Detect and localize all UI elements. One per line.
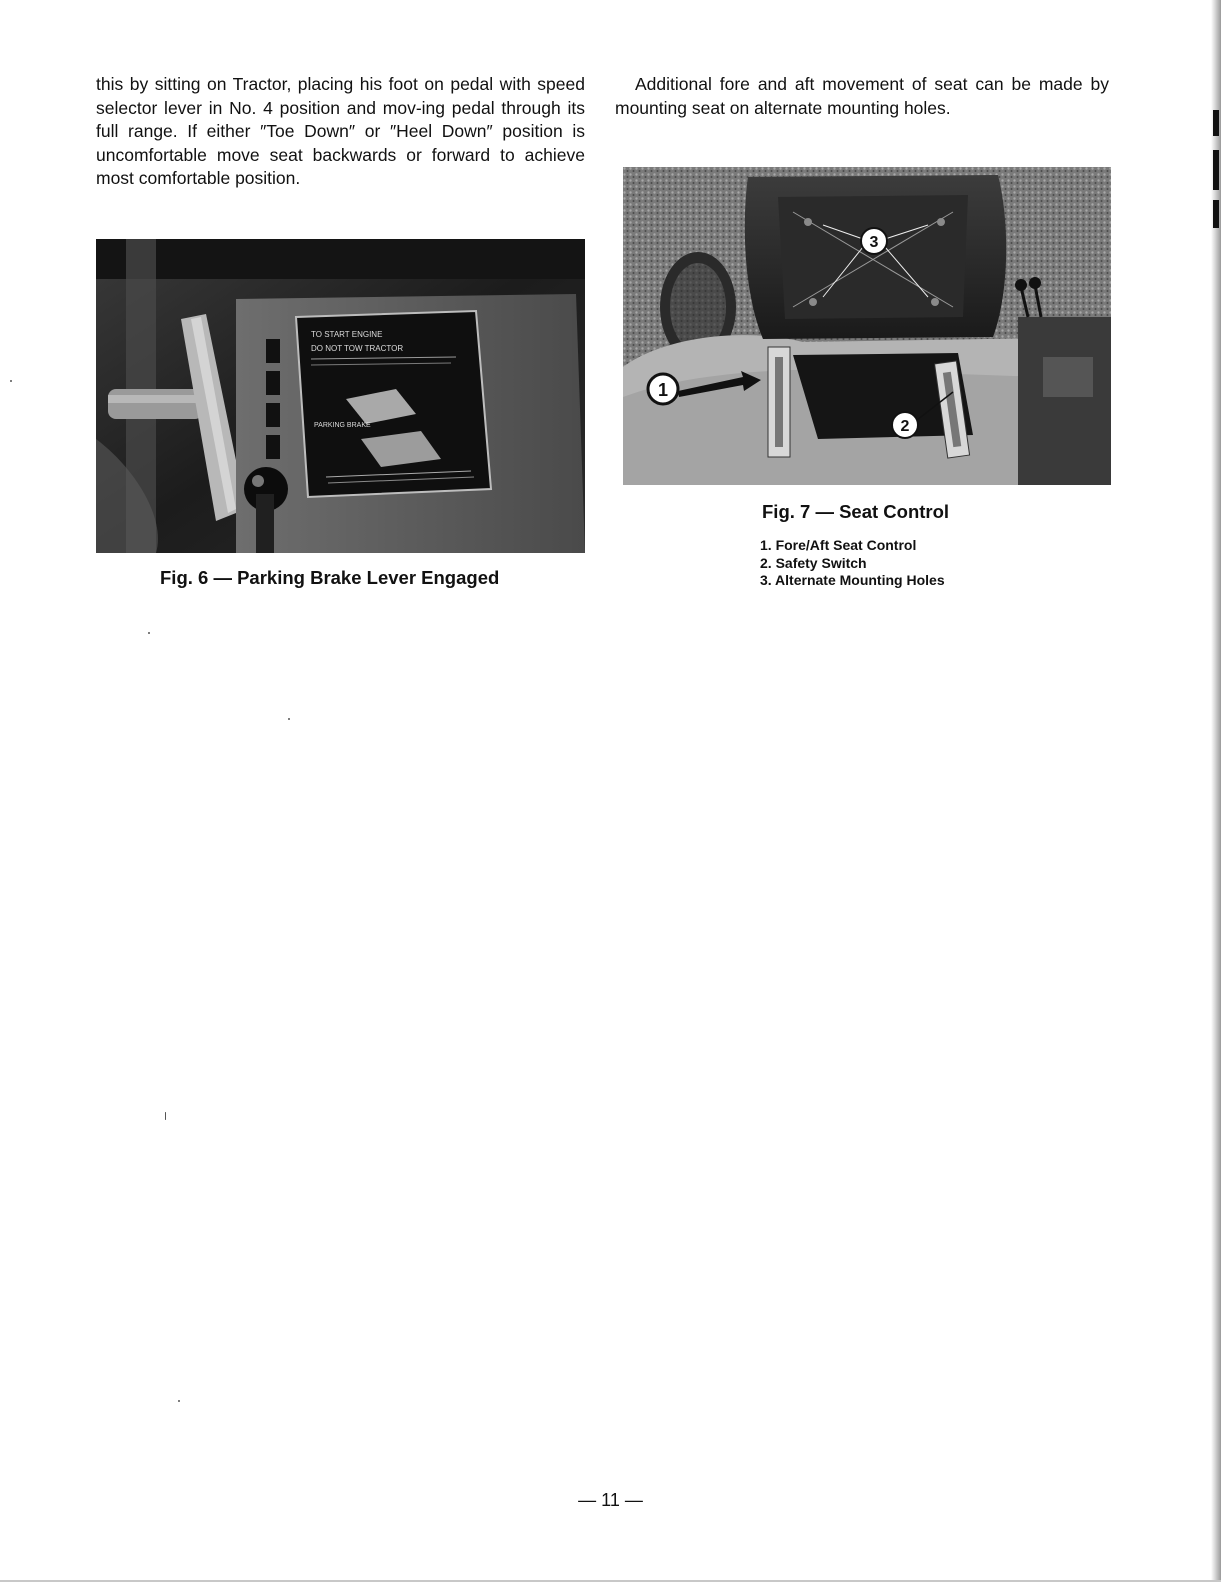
decal-text: DO NOT TOW TRACTOR (311, 344, 404, 353)
figure-6-photo (96, 239, 585, 553)
figure-7-legend (760, 537, 945, 590)
decal-text: PARKING BRAKE (314, 422, 371, 429)
scan-speck (288, 718, 290, 720)
scan-speck (178, 1400, 180, 1402)
left-column-paragraph: this by sitting on Tractor, placing his foot on pedal with speed selector lever in No. 4 position and mov-ing pedal through its full range. If either ″Toe Down″ or ″Heel Down″ position is uncomfortable move seat backwards or forward to achieve most comfortable position. (96, 74, 585, 189)
binding-mark (1213, 110, 1219, 136)
decal-text: TO START ENGINE (311, 330, 383, 339)
callout-3: 3 (869, 234, 879, 251)
scan-speck (165, 1112, 166, 1120)
legend-item: 1. Fore/Aft Seat Control (760, 537, 917, 553)
callout-2: 2 (900, 418, 910, 435)
page-number: — 11 — (578, 1490, 643, 1510)
right-column-paragraph: Additional fore and aft movement of seat can be made by mounting seat on alternate mounting holes. (615, 74, 1109, 118)
binding-mark (1213, 150, 1219, 190)
legend-item: 2. Safety Switch (760, 554, 867, 571)
binding-mark (1213, 200, 1219, 228)
legend-item: 3. Alternate Mounting Holes (760, 572, 945, 588)
figure-6-caption: Fig. 6 — Parking Brake Lever Engaged (160, 567, 500, 588)
figure-7-photo (623, 167, 1111, 485)
callout-1: 1 (657, 380, 669, 400)
page-edge-shadow (1211, 0, 1221, 1582)
figure-7-caption: Fig. 7 — Seat Control (762, 501, 950, 522)
scan-speck (10, 380, 12, 382)
scan-speck (148, 632, 150, 634)
